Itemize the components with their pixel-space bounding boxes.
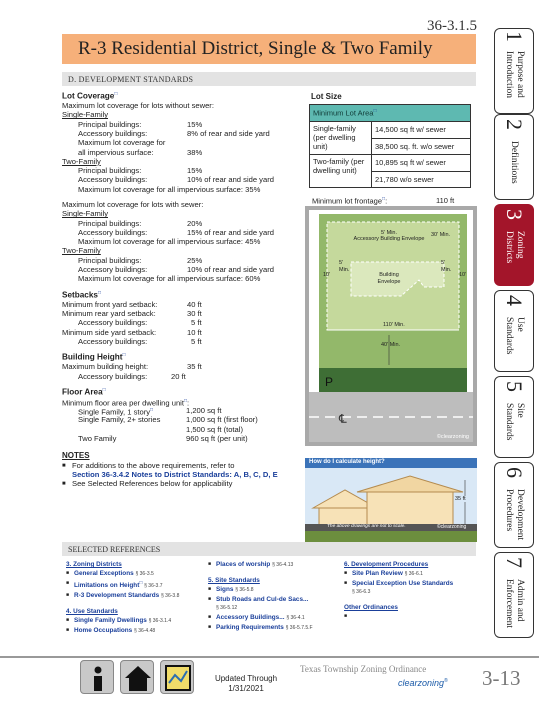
svg-text:℄: ℄ — [339, 412, 347, 426]
coverage-row: Principal buildings: 20% — [78, 218, 203, 228]
floor-area-intro: Minimum floor area per dwelling unit□: — [62, 397, 190, 408]
references-heading: SELECTED REFERENCES — [62, 542, 476, 556]
coverage-row: Accessory buildings: 10% of rear and side yard — [78, 265, 274, 275]
cell: 14,500 sq ft w/ sewer — [375, 125, 446, 134]
setback-row: Accessory buildings: 5 ft — [78, 318, 202, 328]
tab-purpose[interactable] — [494, 28, 534, 114]
tab-label: Development Procedures — [504, 489, 525, 541]
notes — [62, 451, 298, 488]
ref-section: § 36-5.12 — [216, 605, 238, 611]
updated-through: Updated Through 1/31/2021 — [214, 674, 278, 693]
min5-right: 5' Min. — [441, 260, 452, 273]
note-item: ■ See Selected References below for applicability — [62, 479, 298, 488]
ten-right: 10' — [459, 272, 467, 278]
ref-item[interactable]: ■ Places of worship § 36-4.13 — [208, 560, 313, 570]
table-row — [310, 122, 470, 155]
building-envelope-label: Building Envelope — [377, 272, 401, 285]
coverage-row: Maximum lot coverage for all impervious surface: 45% — [78, 237, 261, 247]
credit: ©clearzoning — [436, 434, 469, 440]
coverage-row: Accessory buildings: 8% of rear and side yard — [78, 128, 270, 138]
tf-label: Two-Family — [62, 246, 101, 256]
refs-col-1 — [66, 560, 179, 636]
chapter-tabs — [492, 0, 539, 702]
coverage-row: Maximum lot coverage for — [78, 138, 166, 148]
min30-label: 30' Min. — [431, 232, 451, 238]
tab-use-standards[interactable] — [494, 290, 534, 372]
lot-size-table — [309, 104, 471, 188]
tab-number: 3 — [502, 209, 527, 220]
coverage-row: all impervious surface: 38% — [78, 147, 203, 157]
ref-group[interactable]: 5. Site Standards — [208, 577, 260, 584]
page-title: R-3 Residential District, Single & Two Family — [62, 34, 476, 64]
ten-left: 10' — [323, 272, 331, 278]
note-link[interactable]: Section 36-3.4.2 Notes to District Standards: A, B, C, D, E — [72, 469, 278, 479]
min110-label: 110' Min. — [383, 322, 405, 328]
coverage-row: Accessory buildings: 15% of rear and side yard — [78, 227, 274, 237]
ref-section: § 36-6.3 — [352, 589, 371, 595]
setback-row: Minimum side yard setback: 10 ft — [62, 327, 202, 337]
ref-item[interactable]: ■ R-3 Development Standards § 36-3.8 — [66, 591, 179, 601]
height-question[interactable]: How do I calculate height? — [309, 459, 385, 465]
info-icon[interactable] — [80, 660, 114, 694]
no-sewer-intro: Maximum lot coverage for lots without sewer: — [62, 101, 214, 111]
notes-heading: NOTES — [62, 451, 90, 461]
tab-number: 1 — [502, 31, 527, 42]
lot-coverage-heading: Lot Coverage□ — [62, 91, 118, 101]
sewer-intro: Maximum lot coverage for lots with sewer: — [62, 200, 204, 209]
footer-icons — [80, 660, 194, 694]
tab-number: 2 — [502, 119, 527, 130]
refs-col-2 — [208, 560, 313, 633]
ref-group[interactable]: 3. Zoning Districts — [66, 561, 122, 568]
table-header: Minimum Lot Area□ — [310, 105, 470, 122]
development-standards — [62, 90, 298, 489]
ref-item[interactable]: ■ Single Family Dwellings § 36-3.1.4 — [66, 616, 179, 626]
setback-row: Accessory buildings: 5 ft — [78, 336, 202, 346]
scale-note: The above drawings are not to scale. — [327, 524, 406, 529]
lot-size-heading: Lot Size — [311, 92, 342, 101]
page-number: 3-13 — [482, 666, 521, 690]
coverage-row: Principal buildings: 15% — [78, 119, 203, 129]
section-heading: D. DEVELOPMENT STANDARDS — [62, 72, 476, 86]
coverage-row: Principal buildings: 25% — [78, 255, 203, 265]
tab-number: 4 — [502, 295, 527, 306]
tab-site-standards[interactable] — [494, 376, 534, 458]
ref-item[interactable]: ■ Accessory Buildings... § 36-4.1 — [208, 613, 313, 623]
footer-divider — [0, 656, 539, 658]
ref-item[interactable]: ■ Special Exception Use Standards — [344, 579, 453, 588]
coverage-row: Maximum lot coverage for all impervious surface: 35% — [78, 184, 261, 194]
table-row — [310, 155, 470, 187]
ref-group[interactable]: 6. Development Procedures — [344, 561, 429, 568]
ordinance-name: Texas Township Zoning Ordinance — [300, 664, 427, 674]
building-height-heading: Building Height□ — [62, 352, 126, 362]
lot-frontage: Minimum lot frontage□: 110 ft — [312, 196, 455, 206]
tab-label: Use Standards — [504, 317, 525, 355]
code-reference: 36-3.1.5 — [427, 18, 477, 34]
setback-row: Minimum front yard setback: 40 ft — [62, 299, 202, 309]
floor-area-row: Single Family, 1 story□ 1,200 sq ft — [78, 406, 222, 417]
tab-number: 7 — [502, 557, 527, 568]
tab-admin-enforcement[interactable] — [494, 552, 534, 638]
hedge — [319, 368, 467, 392]
tab-definitions[interactable] — [494, 114, 534, 200]
coverage-row: Accessory buildings: 10% of rear and side yard — [78, 175, 274, 185]
brand-logo: clearzoning® — [398, 678, 448, 688]
ref-item[interactable]: ■ Stub Roads and Cul-de Sacs... — [208, 595, 313, 604]
refs-col-3 — [344, 560, 453, 612]
site-plan-diagram — [305, 206, 477, 446]
tab-label: Site Standards — [504, 403, 525, 441]
tab-label: Admin and Enforcement — [504, 579, 525, 629]
row-label: Single-family (per dwelling unit) — [310, 122, 372, 154]
ref-item[interactable]: ■ General Exceptions § 36-3.5 — [66, 569, 179, 579]
min5-left: 5' Min. — [339, 260, 350, 273]
svg-text:P: P — [325, 375, 334, 389]
tab-zoning-districts[interactable] — [494, 204, 534, 286]
tab-number: 6 — [502, 467, 527, 478]
min40-label: 40' Min. — [381, 342, 401, 348]
ref-item[interactable]: ■ Home Occupations § 36-4.48 — [66, 626, 179, 636]
ref-item[interactable]: ■ Site Plan Review § 36-6.1 — [344, 569, 453, 579]
ref-item[interactable]: ■ Limitations on Height□ § 36-3.7 — [66, 579, 179, 591]
ref-item[interactable]: ■ Parking Requirements § 36-5.7.5.F — [208, 623, 313, 633]
floor-area-row: Single Family, 2+ stories 1,000 sq ft (first floor) — [78, 415, 258, 425]
floor-area-row: Two Family 960 sq ft (per unit) — [78, 434, 248, 444]
ref-item[interactable]: ■ Signs § 36-5.8 — [208, 585, 313, 595]
ref-group[interactable]: Other Ordinances — [344, 604, 398, 611]
map-icon[interactable] — [160, 660, 194, 694]
coverage-row: Maximum lot coverage for all impervious surface: 60% — [78, 274, 261, 284]
floor-area-heading: Floor Area□ — [62, 386, 106, 397]
height-row: Accessory buildings: 20 ft — [78, 371, 186, 381]
tab-label: Zoning Districts — [504, 231, 525, 264]
note-item: ■ For additions to the above requirements, refer to — [62, 461, 298, 470]
home-icon[interactable] — [120, 660, 154, 694]
height-35ft: 35 ft — [455, 496, 466, 502]
tab-label: Purpose and Introduction — [504, 51, 525, 98]
tab-label: Definitions — [509, 141, 519, 184]
tab-development-procedures[interactable] — [494, 462, 534, 548]
tab-number: 5 — [502, 381, 527, 392]
floor-area-row: 1,500 sq ft (total) — [186, 424, 243, 434]
setbacks-heading: Setbacks□ — [62, 289, 101, 300]
cell: 38,500 sq. ft. w/o sewer — [372, 138, 470, 154]
height-diagram — [305, 458, 477, 542]
sf-label: Single-Family — [62, 110, 108, 120]
coverage-row: Principal buildings: 15% — [78, 166, 203, 176]
height-credit: ©clearzoning — [437, 524, 467, 530]
sf-label: Single-Family — [62, 209, 108, 219]
setback-row: Minimum rear yard setback: 30 ft — [62, 309, 202, 318]
tf-label: Two-Family — [62, 156, 101, 166]
env-label: 5' Min. Accessory Building Envelope — [353, 230, 425, 242]
height-row: Maximum building height: 35 ft — [62, 362, 202, 372]
cell: 21,780 w/o sewer — [372, 171, 470, 187]
cell: 10,895 sq ft w/ sewer — [375, 158, 446, 167]
row-label: Two-family (per dwelling unit) — [310, 155, 372, 187]
ref-group[interactable]: 4. Use Standards — [66, 608, 118, 616]
